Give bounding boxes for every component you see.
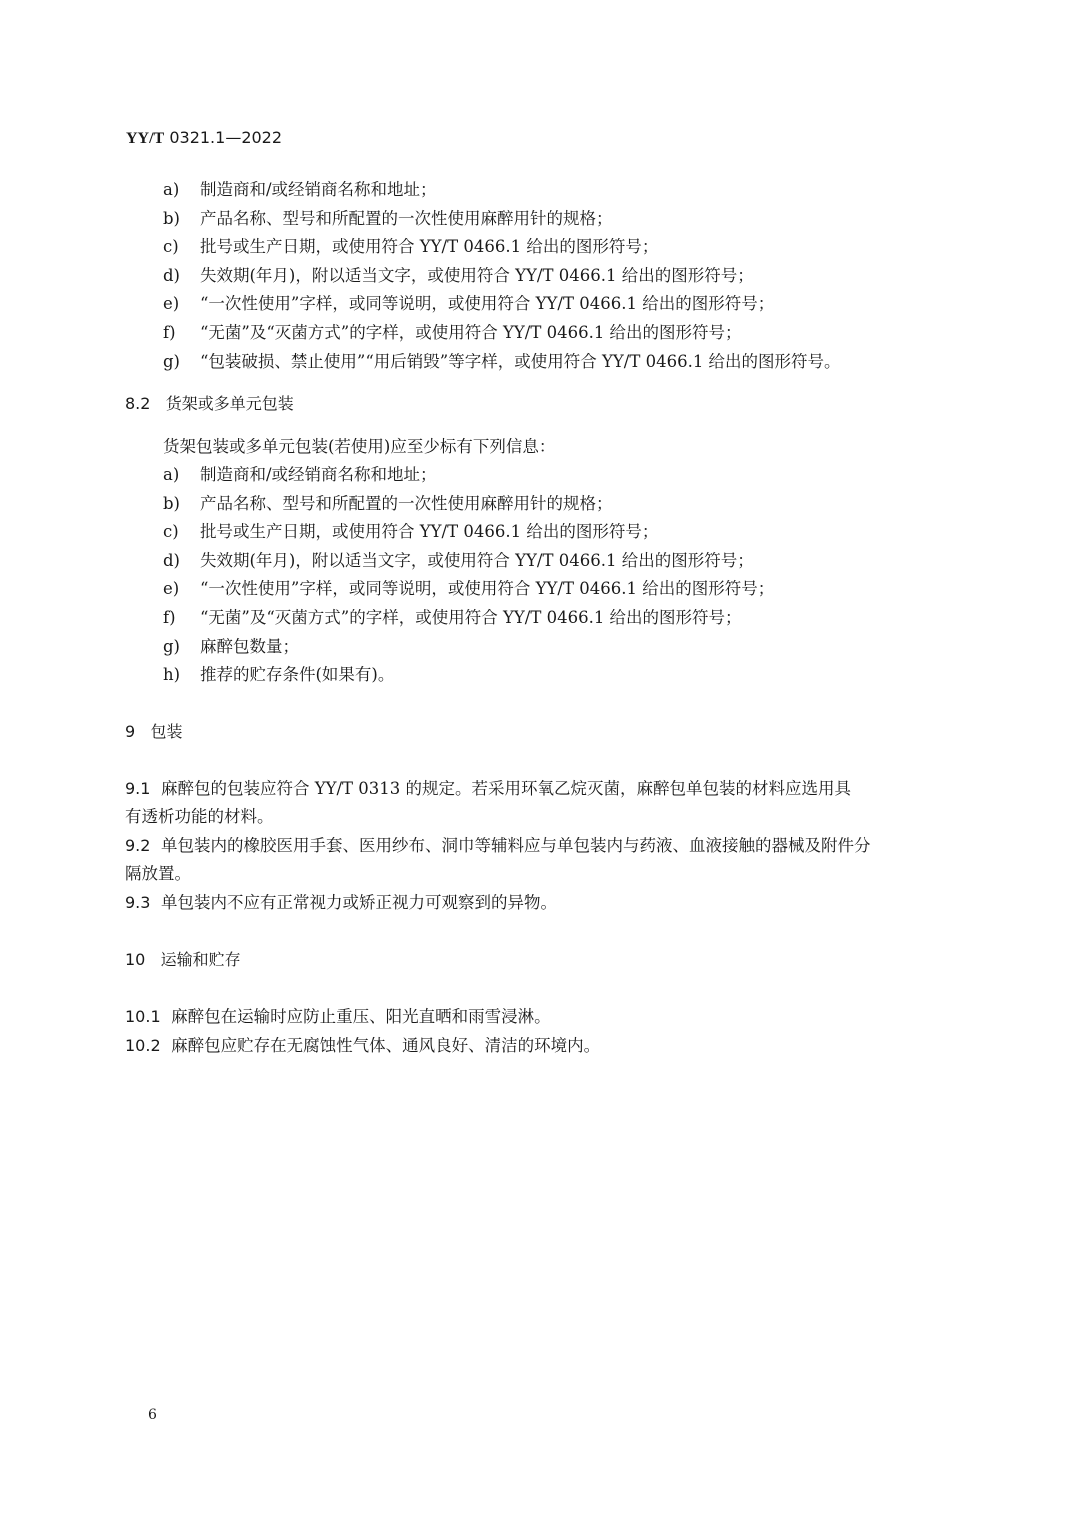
clause-number: 9.2 — [125, 836, 151, 855]
section-10-heading — [125, 949, 241, 971]
clause-text: 麻醉包应贮存在无腐蚀性气体、通风良好、清洁的环境内。 — [171, 1036, 601, 1055]
item-text: 批号或生产日期，或使用符合 YY/T 0466.1 给出的图形符号； — [200, 237, 659, 257]
item-text: 麻醉包数量； — [200, 636, 299, 656]
item-text: 失效期(年月)，附以适当文字，或使用符合 YY/T 0466.1 给出的图形符号； — [200, 550, 754, 570]
clause-9-1 — [125, 778, 960, 800]
item-marker: g) — [163, 351, 180, 371]
section-title: 包装 — [150, 722, 183, 741]
item-marker: a) — [163, 180, 180, 199]
clause-number: 9.1 — [125, 779, 151, 798]
clause-text: 单包装内不应有正常视力或矫正视力可观察到的异物。 — [160, 893, 557, 912]
code-number: 0321.1—2022 — [169, 128, 283, 147]
item-text: 失效期(年月)，附以适当文字，或使用符合 YY/T 0466.1 给出的图形符号； — [200, 265, 754, 285]
item-text: “无菌”及“灭菌方式”的字样，或使用符合 YY/T 0466.1 给出的图形符号； — [200, 323, 742, 342]
item-text: 制造商和/或经销商名称和地址； — [200, 465, 437, 484]
item-marker: d) — [163, 265, 180, 285]
item-marker: h) — [163, 665, 181, 685]
item-marker: b) — [163, 208, 180, 228]
clause-text: 麻醉包在运输时应防止重压、阳光直晒和雨雪浸淋。 — [171, 1007, 551, 1026]
item-text: “一次性使用”字样，或同等说明，或使用符合 YY/T 0466.1 给出的图形符号； — [200, 294, 775, 314]
item-marker: g) — [163, 636, 180, 656]
item-text: 产品名称、型号和所配置的一次性使用麻醉用针的规格； — [200, 208, 613, 228]
clause-text-continued: 隔放置。 — [125, 864, 191, 883]
clause-9-2 — [125, 835, 870, 857]
code-prefix: YY/T — [126, 130, 165, 147]
clause-number: 10.2 — [125, 1036, 161, 1055]
clause-text-continued: 有透析功能的材料。 — [125, 807, 274, 826]
item-marker: c) — [163, 237, 179, 257]
section-number: 9 — [125, 722, 136, 741]
section-8-2-intro: 货架包装或多单元包装(若使用)应至少标有下列信息： — [163, 437, 556, 456]
standard-code-header — [126, 128, 282, 148]
item-marker: c) — [163, 522, 179, 542]
clause-10-1 — [125, 1006, 551, 1028]
item-marker: b) — [163, 493, 180, 513]
item-marker: d) — [163, 550, 180, 570]
clause-number: 10.1 — [125, 1007, 161, 1026]
item-text: 推荐的贮存条件(如果有)。 — [200, 665, 395, 685]
clause-text: 麻醉包的包装应符合 YY/T 0313 的规定。若采用环氧乙烷灭菌，麻醉包单包装的材料应选用具 — [160, 779, 852, 798]
section-number: 10 — [125, 950, 146, 969]
item-marker: e) — [163, 294, 180, 314]
item-text: 制造商和/或经销商名称和地址； — [200, 180, 437, 199]
section-title: 运输和贮存 — [160, 950, 241, 969]
section-9-heading — [125, 721, 182, 743]
item-text: “包装破损、禁止使用”“用后销毁”等字样，或使用符合 YY/T 0466.1 给出的图形符号。 — [200, 351, 841, 371]
page-number: 6 — [148, 1407, 157, 1423]
clause-9-3 — [125, 892, 557, 914]
item-text: 批号或生产日期，或使用符合 YY/T 0466.1 给出的图形符号； — [200, 522, 659, 542]
item-marker: f) — [163, 323, 176, 342]
clause-number: 9.3 — [125, 893, 151, 912]
item-text: “无菌”及“灭菌方式”的字样，或使用符合 YY/T 0466.1 给出的图形符号； — [200, 608, 742, 627]
item-marker: e) — [163, 579, 180, 599]
section-number: 8.2 — [125, 394, 151, 413]
item-text: 产品名称、型号和所配置的一次性使用麻醉用针的规格； — [200, 493, 613, 513]
section-8-2-heading — [125, 393, 294, 415]
section-title: 货架或多单元包装 — [165, 394, 294, 413]
clause-10-2 — [125, 1035, 600, 1057]
item-marker: f) — [163, 608, 176, 627]
item-marker: a) — [163, 465, 180, 484]
clause-text: 单包装内的橡胶医用手套、医用纱布、洞巾等辅料应与单包装内与药液、血液接触的器械及附件分 — [160, 836, 871, 855]
item-text: “一次性使用”字样，或同等说明，或使用符合 YY/T 0466.1 给出的图形符号； — [200, 579, 775, 599]
